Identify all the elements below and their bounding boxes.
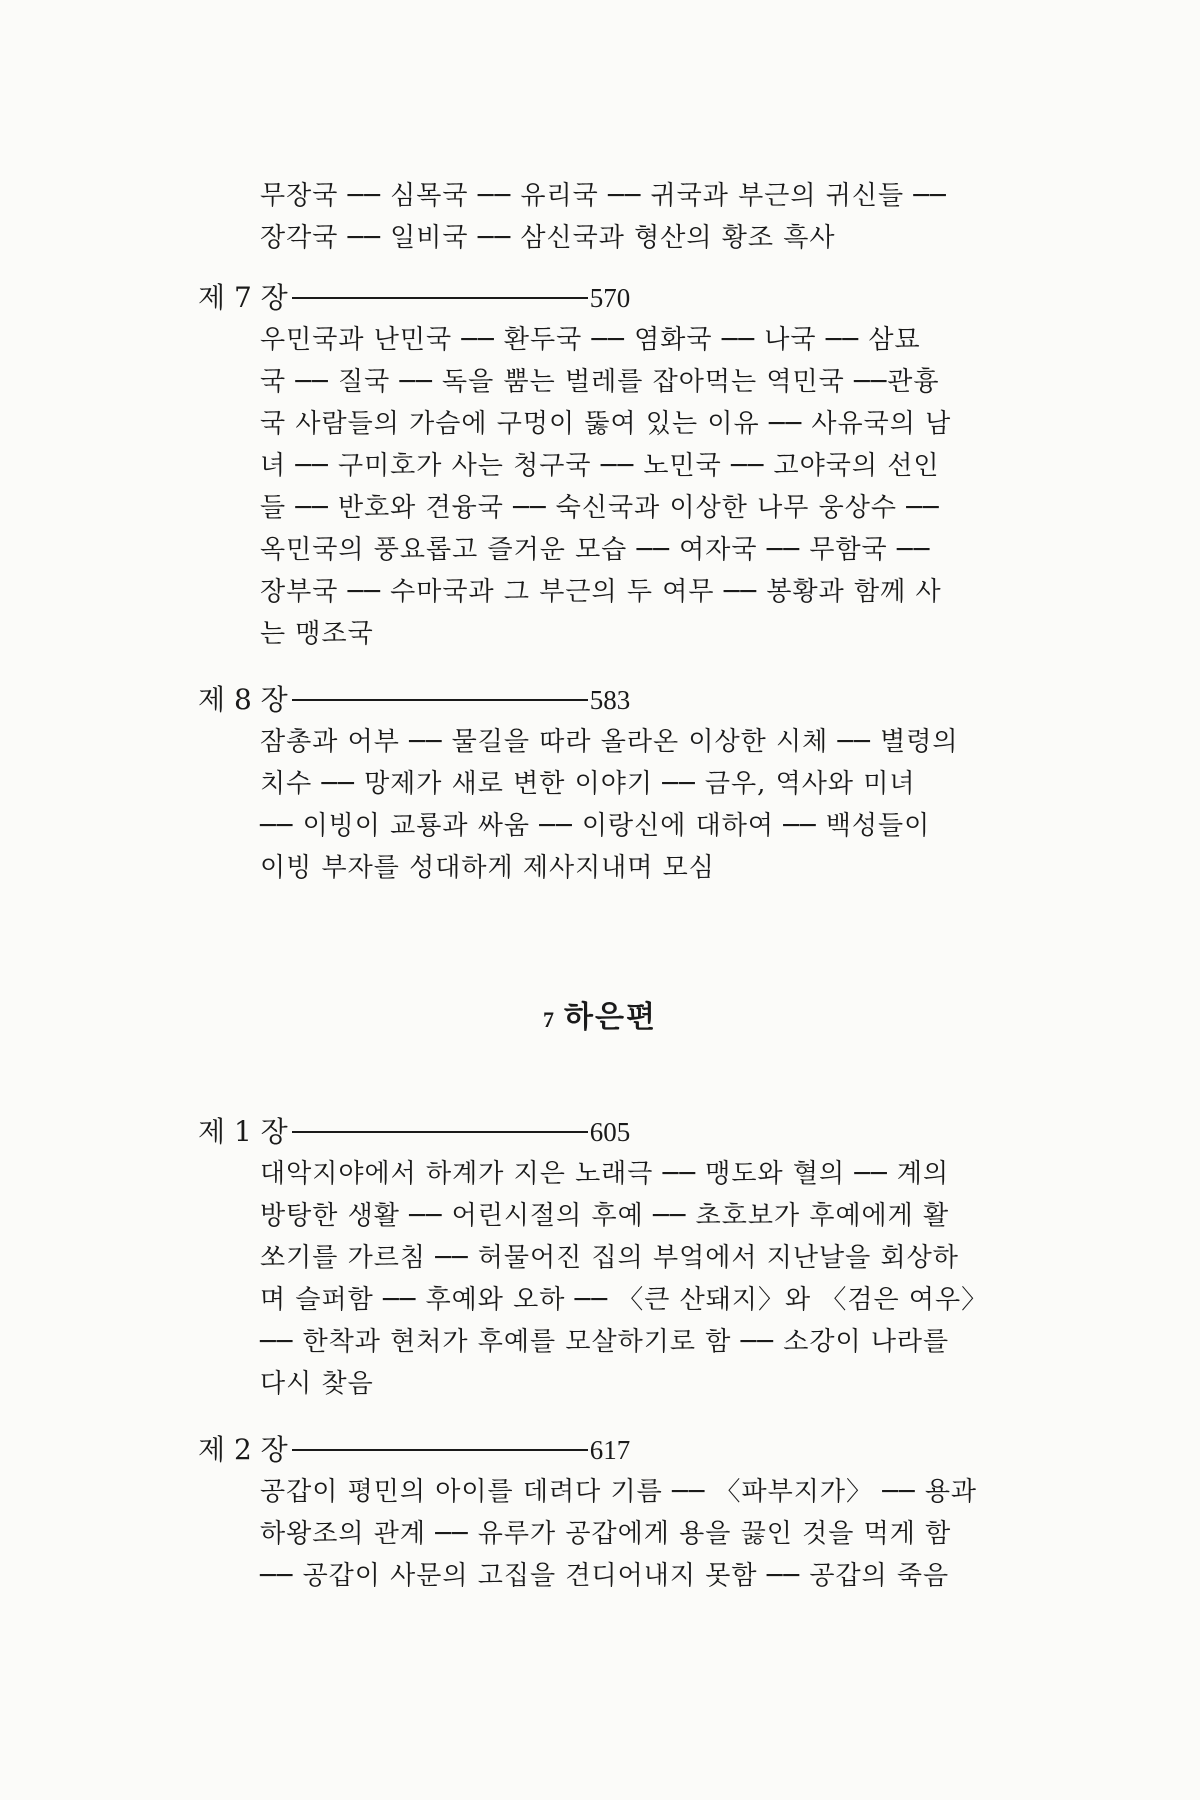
chapter-summary-line: 잠총과 어부 ── 물길을 따라 올라온 이상한 시체 ── 별령의 bbox=[260, 727, 959, 757]
leader-rule bbox=[292, 1131, 588, 1133]
chapter-summary-line: 국 사람들의 가슴에 구멍이 뚫여 있는 이유 ── 사유국의 남 bbox=[260, 409, 952, 439]
chapter-page-number: 605 bbox=[589, 1117, 631, 1147]
chapter-summary-line: ── 공갑이 사문의 고집을 견디어내지 못함 ── 공갑의 죽음 bbox=[260, 1561, 950, 1591]
chapter-summary-line: 공갑이 평민의 아이를 데려다 기름 ── 〈파부지가〉 ── 용과 bbox=[260, 1477, 978, 1507]
chapter-label: 제 7 장 bbox=[198, 281, 288, 314]
leader-rule bbox=[292, 297, 588, 299]
chapter-heading bbox=[198, 1110, 630, 1154]
chapter-summary-line: 며 슬퍼함 ── 후예와 오하 ── 〈큰 산돼지〉와 〈검은 여우〉 bbox=[260, 1285, 989, 1315]
chapter-label: 제 1 장 bbox=[198, 1115, 288, 1148]
chapter-label: 제 2 장 bbox=[198, 1433, 288, 1466]
chapter-heading bbox=[198, 678, 630, 722]
chapter-summary-line: 옥민국의 풍요롭고 즐거운 모습 ── 여자국 ── 무함국 ── bbox=[260, 535, 931, 565]
chapter-summary-line: 우민국과 난민국 ── 환두국 ── 염화국 ── 나국 ── 삼묘 bbox=[260, 325, 921, 355]
chapter-page-number: 570 bbox=[589, 283, 631, 313]
chapter-label: 제 8 장 bbox=[198, 683, 288, 716]
section-title-text: 하은편 bbox=[564, 1000, 657, 1035]
chapter-summary-line: 쏘기를 가르침 ── 허물어진 집의 부엌에서 지난날을 회상하 bbox=[260, 1243, 959, 1273]
chapter-summary-line: 장부국 ── 수마국과 그 부근의 두 여무 ── 봉황과 함께 사 bbox=[260, 577, 942, 607]
chapter-summary-line: 는 맹조국 bbox=[260, 619, 374, 649]
chapter-page-number: 617 bbox=[589, 1435, 631, 1465]
chapter-summary-line: 방탕한 생활 ── 어린시절의 후예 ── 초호보가 후예에게 활 bbox=[260, 1201, 950, 1231]
chapter-page-number: 583 bbox=[589, 685, 631, 715]
chapter-summary-line: 하왕조의 관계 ── 유루가 공갑에게 용을 끓인 것을 먹게 함 bbox=[260, 1519, 952, 1549]
chapter-summary-line: 국 ── 질국 ── 독을 뿜는 벌레를 잡아먹는 역민국 ──관흉 bbox=[260, 367, 940, 397]
section-number: 7 bbox=[543, 1007, 557, 1032]
intro-line: 장각국 ── 일비국 ── 삼신국과 형산의 황조 흑사 bbox=[260, 223, 836, 253]
chapter-heading bbox=[198, 1428, 630, 1472]
chapter-summary-line: 대악지야에서 하계가 지은 노래극 ── 맹도와 혈의 ── 계의 bbox=[260, 1159, 950, 1189]
chapter-summary-line: 다시 찾음 bbox=[260, 1369, 374, 1399]
chapter-summary-line: 들 ── 반호와 견융국 ── 숙신국과 이상한 나무 웅상수 ── bbox=[260, 493, 940, 523]
chapter-summary-line: 녀 ── 구미호가 사는 청구국 ── 노민국 ── 고야국의 선인 bbox=[260, 451, 940, 481]
chapter-summary-line: 치수 ── 망제가 새로 변한 이야기 ── 금우, 역사와 미녀 bbox=[260, 769, 916, 799]
chapter-summary-line: 이빙 부자를 성대하게 제사지내며 모심 bbox=[260, 853, 715, 883]
leader-rule bbox=[292, 1449, 588, 1451]
chapter-summary-line: ── 한착과 현처가 후예를 모살하기로 함 ── 소강이 나라를 bbox=[260, 1327, 950, 1357]
leader-rule bbox=[292, 699, 588, 701]
section-title bbox=[0, 996, 1200, 1042]
chapter-heading bbox=[198, 276, 630, 320]
intro-line: 무장국 ── 심목국 ── 유리국 ── 귀국과 부근의 귀신들 ── bbox=[260, 181, 947, 211]
chapter-summary-line: ── 이빙이 교룡과 싸움 ── 이랑신에 대하여 ── 백성들이 bbox=[260, 811, 931, 841]
